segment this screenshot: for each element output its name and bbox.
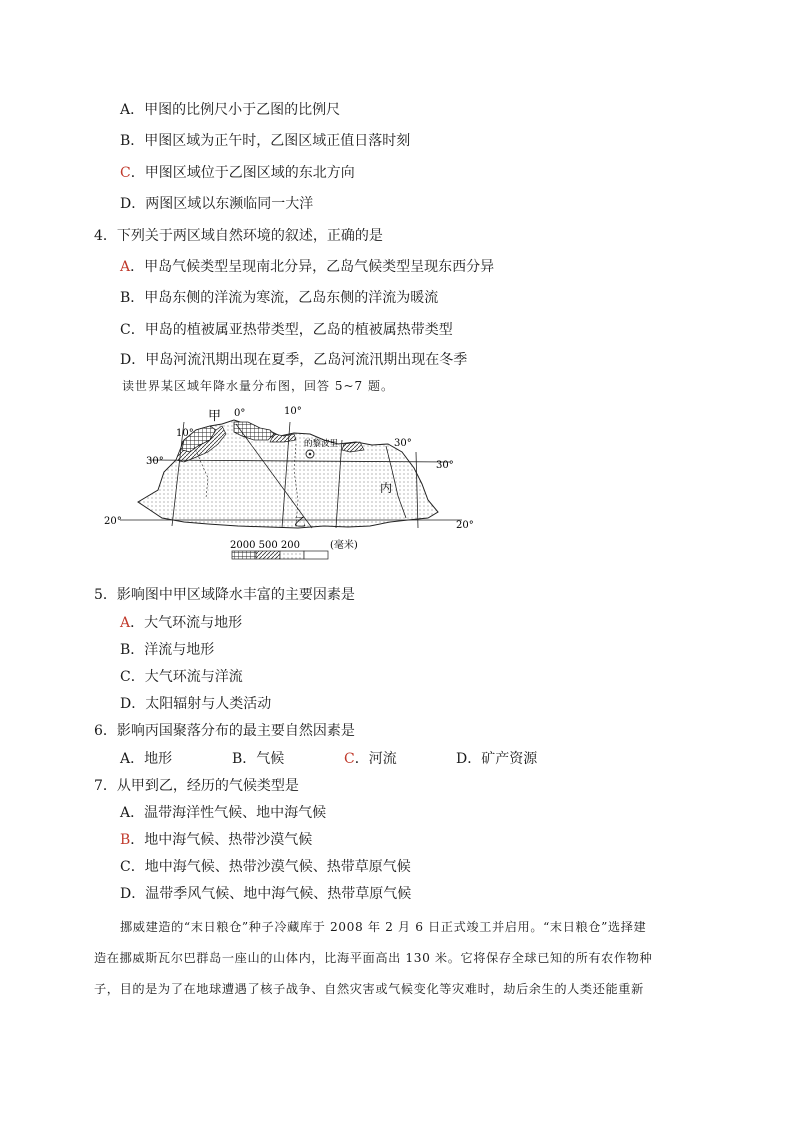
- q4-option-d: [120, 351, 467, 369]
- q5-option-d: [120, 695, 271, 713]
- option-text: ．洋流与地形: [130, 642, 215, 658]
- q5-option-c: [120, 668, 243, 686]
- legend-values: 2000 500 200: [230, 540, 300, 551]
- option-letter: C: [120, 859, 131, 875]
- q3-option-b: [120, 132, 410, 150]
- q4-option-c: [120, 321, 453, 339]
- legend-unit: (毫米): [330, 540, 358, 551]
- passage-line-3: 子，目的是为了在地球遭遇了核子战争、自然灾害或气候变化等灾难时，劫后余生的人类还能重新: [94, 982, 644, 996]
- q7-option-a: [120, 804, 326, 822]
- option-text: ．甲岛的植被属亚热带类型，乙岛的植被属热带类型: [130, 322, 453, 338]
- option-letter: C: [120, 165, 131, 181]
- option-letter: C: [120, 322, 131, 338]
- q6-stem: 6．影响丙国聚落分布的最主要自然因素是: [94, 723, 355, 739]
- q3-option-c: [120, 164, 355, 182]
- legend-swatch-low: [304, 551, 328, 559]
- passage-line-2: 造在挪威斯瓦尔巴群岛一座山的山体内，比海平面高出 130 米。它将保存全球已知的所有农作物种: [94, 951, 653, 965]
- lat-label-30-right-top: 30°: [394, 438, 412, 449]
- option-letter: A: [120, 102, 131, 118]
- option-text: ．甲岛河流汛期出现在夏季，乙岛河流汛期出现在冬季: [131, 352, 468, 368]
- q5-stem: 5．影响图中甲区域降水丰富的主要因素是: [94, 587, 355, 603]
- option-text: ．两图区域以东濒临同一大洋: [131, 196, 314, 212]
- label-jia: 甲: [208, 409, 222, 424]
- label-yi: 乙: [294, 515, 307, 529]
- option-letter: B: [120, 832, 131, 848]
- option-text: ．甲图区域为正午时，乙图区域正值日落时刻: [130, 133, 411, 149]
- option-text: ．大气环流与洋流: [130, 669, 243, 685]
- lon-label-0: 0°: [234, 408, 246, 419]
- legend-swatch-200: [280, 551, 304, 559]
- option-text: ．地中海气候、热带沙漠气候、热带草原气候: [130, 859, 411, 875]
- lat-label-30-left: 30°: [146, 456, 164, 467]
- q6-option-b: B．气候: [232, 751, 285, 767]
- option-text: ．甲图的比例尺小于乙图的比例尺: [130, 102, 341, 118]
- option-text: ．温带海洋性气候、地中海气候: [130, 805, 327, 821]
- q4-stem: 4．下列关于两区域自然环境的叙述，正确的是: [94, 228, 383, 244]
- legend-swatch-2000: [232, 551, 256, 559]
- option-letter: A: [120, 259, 131, 275]
- q4-option-a: [120, 258, 494, 276]
- q7-option-d: [120, 885, 411, 903]
- option-letter: D: [120, 696, 132, 712]
- option-letter: B: [120, 642, 131, 658]
- option-letter: D: [120, 886, 132, 902]
- passage-line-1: 挪威建造的“末日粮仓”种子冷藏库于 2008 年 2 月 6 日正式竣工并启用。“末日粮仓”选择建: [120, 920, 647, 934]
- label-city: 的黎波里: [304, 439, 339, 449]
- option-text: ．地中海气候、热带沙漠气候: [130, 832, 313, 848]
- option-letter: A: [120, 615, 131, 631]
- q7-option-c: [120, 858, 411, 876]
- option-text: ．太阳辐射与人类活动: [131, 696, 272, 712]
- option-letter: A: [120, 805, 131, 821]
- q7-option-b: [120, 831, 312, 849]
- option-text: ．温带季风气候、地中海气候、热带草原气候: [131, 886, 412, 902]
- q6-option-a: A．地形: [120, 751, 173, 767]
- option-letter: D: [120, 196, 132, 212]
- option-text: ．大气环流与地形: [130, 615, 243, 631]
- option-text: ．甲图区域位于乙图区域的东北方向: [130, 165, 355, 181]
- q7-stem: 7．从甲到乙，经历的气候类型是: [94, 778, 299, 794]
- option-letter: C: [120, 669, 131, 685]
- precipitation-map: [98, 400, 488, 560]
- lon-label-10w: 10°: [176, 428, 194, 439]
- q3-option-d: [120, 195, 313, 213]
- medium-rain-zone: [342, 442, 364, 452]
- q6-option-d: D．矿产资源: [456, 751, 538, 767]
- q4-option-b: [120, 289, 438, 307]
- option-letter: B: [120, 290, 131, 306]
- lon-label-10e: 10°: [284, 406, 302, 417]
- map-intro: 读世界某区域年降水量分布图，回答 5~7 题。: [122, 379, 394, 393]
- q6-option-c: C．河流: [344, 751, 397, 767]
- option-letter: B: [120, 133, 131, 149]
- option-text: ．甲岛气候类型呈现南北分异，乙岛气候类型呈现东西分异: [130, 259, 495, 275]
- q3-option-a: [120, 101, 340, 119]
- legend-swatch-500: [256, 551, 280, 559]
- label-nei: 内: [380, 481, 393, 495]
- lat-label-30-right: 30°: [436, 460, 454, 471]
- lat-label-20-right: 20°: [456, 520, 474, 531]
- option-text: ．甲岛东侧的洋流为寒流，乙岛东侧的洋流为暖流: [130, 290, 439, 306]
- lat-label-20-left: 20°: [104, 516, 122, 527]
- q5-option-b: [120, 641, 214, 659]
- q5-option-a: [120, 614, 242, 632]
- option-letter: D: [120, 352, 132, 368]
